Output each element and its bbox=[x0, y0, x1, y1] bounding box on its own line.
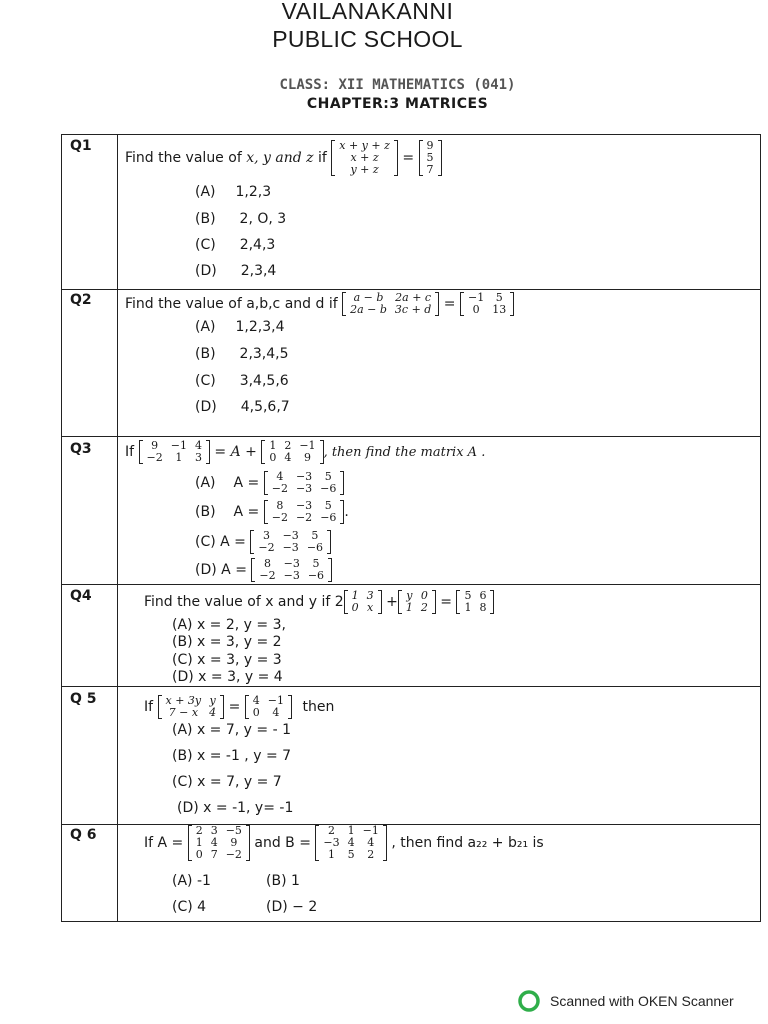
matrix-cell: −1 bbox=[467, 291, 485, 304]
q5-option-b: (B) x = -1 , y = 7 bbox=[172, 748, 292, 764]
q6-option-b: (B) 1 bbox=[266, 873, 300, 889]
option-value: 3,4,5,6 bbox=[239, 373, 289, 389]
matrix-row bbox=[335, 164, 394, 176]
matrix-cell: 3 bbox=[210, 824, 218, 837]
matrix-cell: 7 bbox=[210, 848, 218, 861]
matrix-cell: 9 bbox=[230, 836, 238, 849]
matrix-row bbox=[255, 570, 328, 582]
equals-sign: = bbox=[440, 594, 453, 610]
matrix-cell: 2a + c bbox=[395, 291, 432, 304]
matrix-cell: 5 bbox=[464, 589, 472, 602]
matrix-row bbox=[143, 452, 206, 464]
column-divider bbox=[117, 135, 118, 921]
option-value: 2, O, 3 bbox=[239, 211, 287, 227]
option-label: A = bbox=[221, 562, 247, 578]
matrix-row bbox=[464, 304, 510, 316]
q3-option-b-matrix bbox=[264, 500, 345, 524]
matrix-cell: 5 bbox=[324, 499, 332, 512]
q4-question-text bbox=[144, 590, 494, 614]
q2-option-d bbox=[195, 399, 290, 415]
matrix-cell: 8 bbox=[479, 601, 487, 614]
matrix-cell: −2 bbox=[271, 482, 288, 495]
matrix-grid bbox=[402, 590, 432, 614]
matrix-cell: 1 bbox=[405, 601, 413, 614]
q2-text: Find the value of a,b,c and d if bbox=[125, 296, 338, 312]
school-name-line1: VAILANAKANNI bbox=[281, 0, 454, 24]
option-value: 2,3,4,5 bbox=[239, 346, 289, 362]
matrix-row bbox=[268, 483, 341, 495]
matrix-cell: −2 bbox=[259, 569, 276, 582]
matrix-grid bbox=[346, 292, 435, 316]
q4-matrix-c bbox=[456, 590, 494, 614]
option-key: (C) bbox=[195, 534, 216, 550]
q1-matrix-lhs bbox=[331, 140, 398, 176]
q1-text-post: if bbox=[313, 150, 327, 166]
matrix-cell: 0 bbox=[420, 589, 428, 602]
matrix-cell: x + 3y bbox=[165, 694, 202, 707]
matrix-cell: −2 bbox=[146, 451, 163, 464]
matrix-cell: −3 bbox=[295, 499, 313, 512]
matrix-cell: 4 bbox=[252, 694, 260, 707]
matrix-cell: 5 bbox=[324, 470, 332, 483]
q1-option-a bbox=[195, 184, 271, 200]
matrix-grid bbox=[255, 558, 328, 582]
matrix-cell: 1 bbox=[328, 848, 336, 861]
option-key: (B) bbox=[195, 211, 216, 227]
q5-matrix-rhs bbox=[245, 695, 292, 719]
matrix-cell: 0 bbox=[195, 848, 203, 861]
matrix-cell: 3 bbox=[366, 589, 374, 602]
matrix-cell: −6 bbox=[320, 511, 337, 524]
matrix-grid bbox=[254, 530, 327, 554]
questions-table bbox=[61, 134, 761, 922]
matrix-cell: 7 − x bbox=[168, 706, 199, 719]
matrix-cell: 4 bbox=[210, 836, 218, 849]
matrix-row bbox=[249, 707, 288, 719]
matrix-cell: 0 bbox=[472, 303, 480, 316]
option-key: (A) bbox=[195, 475, 216, 491]
matrix-cell: −6 bbox=[307, 569, 325, 582]
option-value: 2,3,4 bbox=[240, 263, 277, 279]
matrix-cell: 2 bbox=[284, 439, 292, 452]
matrix-cell: 4 bbox=[367, 836, 375, 849]
matrix-grid bbox=[319, 825, 382, 861]
matrix-cell: 9 bbox=[426, 139, 434, 152]
matrix-cell: 3c + d bbox=[394, 303, 432, 316]
matrix-cell: 4 bbox=[347, 836, 355, 849]
q4-text: Find the value of x and y if 2 bbox=[144, 594, 344, 610]
q6-matrix-a bbox=[188, 825, 250, 861]
matrix-cell: 5 bbox=[347, 848, 355, 861]
question-number: Q4 bbox=[70, 588, 92, 604]
matrix-row bbox=[348, 602, 378, 614]
q4-option-c: (C) x = 3, y = 3 bbox=[172, 652, 282, 668]
matrix-cell: 1 bbox=[195, 836, 203, 849]
matrix-cell: −2 bbox=[225, 848, 242, 861]
matrix-cell: 8 bbox=[264, 557, 271, 570]
matrix-cell: −3 bbox=[323, 836, 340, 849]
matrix-cell: 1 bbox=[347, 824, 355, 837]
matrix-grid bbox=[162, 695, 221, 719]
q6-tail: , then find a₂₂ + b₂₁ is bbox=[391, 835, 544, 851]
option-key: (A) bbox=[195, 319, 216, 335]
matrix-cell: 5 bbox=[312, 557, 320, 570]
matrix-cell: 5 bbox=[426, 151, 434, 164]
matrix-cell: −6 bbox=[320, 482, 337, 495]
matrix-grid bbox=[143, 440, 206, 464]
q3-option-a bbox=[195, 471, 344, 495]
option-key: (A) bbox=[195, 184, 216, 200]
row-divider bbox=[62, 289, 760, 290]
matrix-grid bbox=[249, 695, 288, 719]
question-number: Q3 bbox=[70, 441, 92, 457]
matrix-cell: 2a − b bbox=[350, 303, 387, 316]
matrix-row bbox=[162, 707, 221, 719]
option-value: 4,5,6,7 bbox=[240, 399, 290, 415]
equals-sign: = bbox=[228, 699, 241, 715]
matrix-grid bbox=[268, 471, 341, 495]
option-key: (B) bbox=[195, 504, 216, 520]
question-number: Q2 bbox=[70, 292, 92, 308]
matrix-grid bbox=[464, 292, 510, 316]
matrix-cell: −1 bbox=[170, 439, 187, 452]
matrix-cell: −5 bbox=[225, 824, 242, 837]
matrix-cell: −3 bbox=[282, 541, 299, 554]
scanner-footer bbox=[518, 990, 734, 1012]
option-value: 1,2,3 bbox=[235, 184, 272, 200]
q5-if: If bbox=[144, 699, 154, 715]
plus-sign: + bbox=[386, 594, 398, 610]
option-key: (B) bbox=[195, 346, 216, 362]
matrix-grid bbox=[192, 825, 246, 861]
q4-option-d: (D) x = 3, y = 4 bbox=[172, 669, 283, 685]
q3-matrix-rhs bbox=[261, 440, 323, 464]
matrix-cell: 9 bbox=[303, 451, 311, 464]
matrix-cell: 2 bbox=[328, 824, 336, 837]
matrix-cell: −2 bbox=[258, 541, 275, 554]
matrix-cell: 2 bbox=[195, 824, 203, 837]
q4-option-a: (A) x = 2, y = 3, bbox=[172, 617, 286, 633]
matrix-cell: −1 bbox=[267, 694, 285, 707]
matrix-cell: 4 bbox=[276, 470, 284, 483]
matrix-cell: 1 bbox=[175, 451, 183, 464]
q3-mid-text: = A + bbox=[214, 444, 257, 460]
q3-tail-text: , then find the matrix A . bbox=[323, 445, 486, 460]
matrix-grid bbox=[348, 590, 378, 614]
q3-option-a-matrix bbox=[264, 471, 345, 495]
matrix-cell: −1 bbox=[299, 439, 316, 452]
q6-option-a: (A) -1 bbox=[172, 873, 211, 889]
matrix-grid bbox=[335, 140, 394, 176]
q6-and: and B = bbox=[254, 835, 311, 851]
option-key: (D) bbox=[195, 399, 217, 415]
matrix-cell: 8 bbox=[276, 499, 284, 512]
option-key: (C) bbox=[195, 373, 216, 389]
q3-if: If bbox=[125, 444, 135, 460]
q5-matrix-lhs bbox=[158, 695, 225, 719]
matrix-cell: 5 bbox=[311, 529, 319, 542]
matrix-cell: 5 bbox=[495, 291, 503, 304]
matrix-cell: 0 bbox=[269, 451, 277, 464]
q6-lead: If A = bbox=[144, 835, 184, 851]
matrix-row bbox=[460, 602, 490, 614]
q2-matrix-rhs bbox=[460, 292, 514, 316]
q5-option-c: (C) x = 7, y = 7 bbox=[172, 774, 282, 790]
q6-question-text bbox=[144, 825, 544, 861]
q5-option-d: (D) x = -1, y= -1 bbox=[177, 800, 294, 816]
matrix-cell: 7 bbox=[426, 163, 434, 176]
q6-option-c: (C) 4 bbox=[172, 899, 207, 915]
matrix-cell: y bbox=[406, 589, 413, 602]
matrix-cell: 13 bbox=[492, 303, 507, 316]
q3-option-d bbox=[195, 558, 332, 582]
q3-option-c bbox=[195, 530, 331, 554]
matrix-cell: x + z bbox=[350, 151, 379, 164]
row-divider bbox=[62, 584, 760, 585]
q1-option-c bbox=[195, 237, 275, 253]
matrix-cell: −2 bbox=[271, 511, 288, 524]
matrix-cell: x + y + z bbox=[339, 139, 390, 152]
q2-option-a bbox=[195, 319, 285, 335]
matrix-grid bbox=[460, 590, 490, 614]
class-line: CLASS: XII MATHEMATICS (041) bbox=[279, 77, 516, 93]
matrix-cell: 2 bbox=[420, 601, 428, 614]
matrix-cell: 4 bbox=[209, 706, 217, 719]
question-number: Q 6 bbox=[70, 827, 97, 843]
matrix-cell: 0 bbox=[351, 601, 359, 614]
q2-question-text bbox=[125, 292, 514, 316]
matrix-cell: y + z bbox=[350, 163, 379, 176]
matrix-cell: −3 bbox=[283, 557, 300, 570]
matrix-cell: 2 bbox=[367, 848, 375, 861]
option-label: A = bbox=[220, 534, 246, 550]
equals-sign: = bbox=[443, 296, 456, 312]
q4-option-b: (B) x = 3, y = 2 bbox=[172, 634, 282, 650]
q4-matrix-a bbox=[344, 590, 382, 614]
chapter-line: CHAPTER:3 MATRICES bbox=[306, 96, 489, 112]
matrix-cell: −3 bbox=[295, 470, 313, 483]
oken-scanner-logo-icon bbox=[518, 990, 540, 1012]
matrix-cell: a − b bbox=[353, 291, 384, 304]
q2-option-b bbox=[195, 346, 289, 362]
option-key: (C) bbox=[195, 237, 216, 253]
q2-matrix-lhs bbox=[342, 292, 439, 316]
matrix-row bbox=[319, 849, 382, 861]
matrix-cell: −2 bbox=[295, 511, 313, 524]
option-key: (D) bbox=[195, 263, 217, 279]
matrix-cell: x bbox=[367, 601, 374, 614]
q3-option-b bbox=[195, 500, 349, 524]
matrix-row bbox=[423, 164, 438, 176]
matrix-cell: 1 bbox=[269, 439, 277, 452]
school-name-line2: PUBLIC SCHOOL bbox=[272, 26, 463, 52]
matrix-cell: −1 bbox=[362, 824, 379, 837]
question-number: Q1 bbox=[70, 138, 92, 154]
equals-sign: = bbox=[402, 150, 415, 166]
q1-matrix-rhs bbox=[419, 140, 442, 176]
matrix-cell: 6 bbox=[479, 589, 487, 602]
matrix-row bbox=[254, 542, 327, 554]
matrix-grid bbox=[268, 500, 341, 524]
option-suffix: . bbox=[344, 504, 349, 520]
matrix-cell: 1 bbox=[464, 601, 472, 614]
q1-question-text bbox=[125, 140, 442, 176]
scanner-footer-text: Scanned with OKEN Scanner bbox=[550, 993, 734, 1009]
option-key: (D) bbox=[195, 562, 217, 578]
q3-option-d-matrix bbox=[251, 558, 332, 582]
matrix-row bbox=[346, 304, 435, 316]
matrix-cell: 3 bbox=[262, 529, 270, 542]
matrix-grid bbox=[265, 440, 319, 464]
matrix-row bbox=[265, 452, 319, 464]
matrix-cell: −3 bbox=[295, 482, 313, 495]
matrix-cell: 3 bbox=[194, 451, 202, 464]
matrix-row bbox=[402, 602, 432, 614]
matrix-cell: 4 bbox=[284, 451, 292, 464]
q5-then: then bbox=[302, 699, 335, 715]
matrix-row bbox=[268, 512, 341, 524]
matrix-cell: −3 bbox=[282, 529, 299, 542]
option-label: A = bbox=[233, 504, 260, 520]
q3-matrix-lhs bbox=[139, 440, 210, 464]
q5-option-a: (A) x = 7, y = - 1 bbox=[172, 722, 291, 738]
matrix-cell: 9 bbox=[151, 439, 159, 452]
q1-option-d bbox=[195, 263, 276, 279]
option-label: A = bbox=[233, 475, 260, 491]
matrix-row bbox=[192, 849, 246, 861]
matrix-cell: −6 bbox=[306, 541, 324, 554]
option-value: 1,2,3,4 bbox=[235, 319, 285, 335]
row-divider bbox=[62, 436, 760, 437]
q1-text-vars: x, y and z bbox=[246, 150, 314, 166]
matrix-cell: −3 bbox=[283, 569, 300, 582]
option-value: 2,4,3 bbox=[239, 237, 276, 253]
matrix-cell: 4 bbox=[272, 706, 280, 719]
row-divider bbox=[62, 686, 760, 687]
q3-option-c-matrix bbox=[250, 530, 331, 554]
matrix-cell: 1 bbox=[351, 589, 359, 602]
q6-option-d: (D) − 2 bbox=[266, 899, 318, 915]
matrix-cell: 4 bbox=[194, 439, 202, 452]
matrix-grid bbox=[423, 140, 438, 176]
q5-question-text bbox=[144, 695, 334, 719]
q2-option-c bbox=[195, 373, 289, 389]
q6-matrix-b bbox=[315, 825, 386, 861]
matrix-cell: 0 bbox=[252, 706, 260, 719]
matrix-cell: y bbox=[209, 694, 216, 707]
question-number: Q 5 bbox=[70, 691, 97, 707]
q4-matrix-b bbox=[398, 590, 436, 614]
q1-text-pre: Find the value of bbox=[125, 150, 247, 166]
q1-option-b bbox=[195, 211, 286, 227]
q3-question-text bbox=[125, 440, 485, 464]
